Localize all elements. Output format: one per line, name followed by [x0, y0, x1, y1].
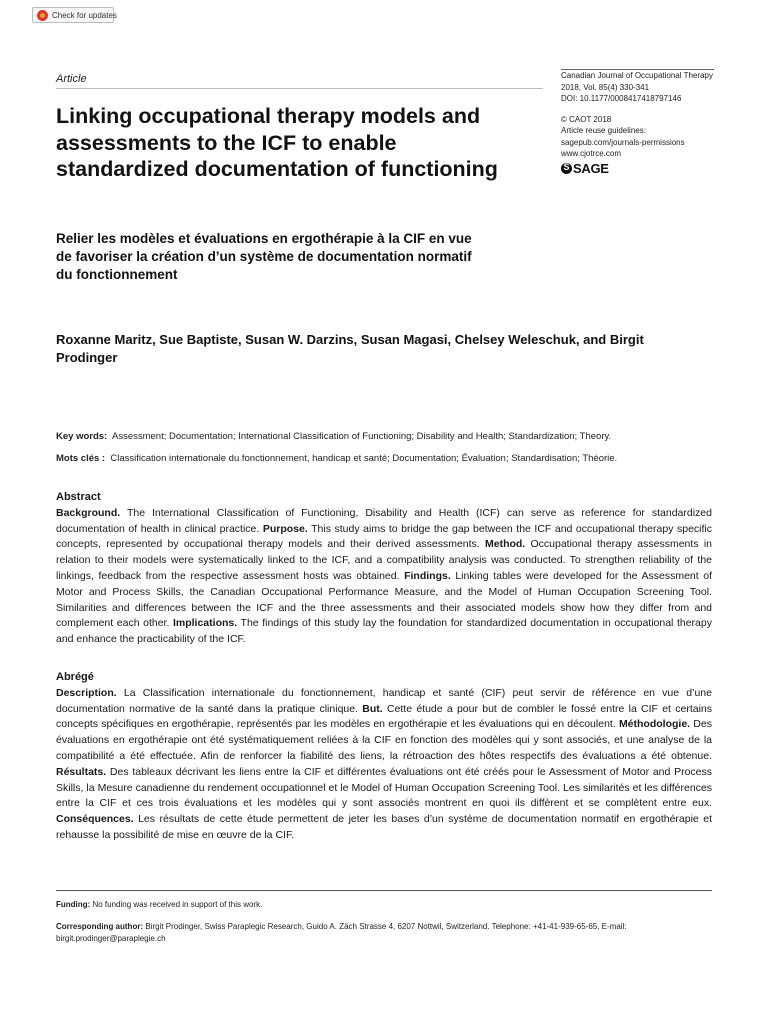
- resultats-label: Résultats.: [56, 765, 107, 778]
- but-label: But.: [362, 702, 383, 715]
- sage-logo-text: SAGE: [573, 160, 609, 176]
- abrege-heading: Abrégé: [56, 671, 94, 683]
- journal-doi[interactable]: DOI: 10.1177/0008417418797146: [561, 94, 682, 103]
- keywords-label: Key words:: [56, 431, 108, 442]
- journal-info: [561, 70, 761, 174]
- footnotes-section: [56, 899, 712, 955]
- method-label: Method.: [484, 538, 526, 551]
- footnote-divider: [56, 890, 712, 891]
- background-label: Background.: [56, 506, 121, 519]
- reuse-guidelines-label: Article reuse guidelines:: [561, 126, 646, 135]
- abstract-heading: Abstract: [56, 491, 101, 503]
- corresponding-text: Birgit Prodinger, Swiss Paraplegic Research, Guido A. Zäch Strasse 4, 6207 Nottwil, Switzerland. Telephone: +41-41-939-65-65. E-mail: birgit.prodinger@paraplegie.ch: [56, 922, 627, 943]
- but-text: Cette étude a pour but de combler le fossé entre la CIF et certains concepts spécifiques en ergothérapie, représentés par les modèles en ergothérapie et les évaluations qui en découlent.: [56, 702, 712, 731]
- article-french-title: Relier les modèles et évaluations en ergothérapie à la CIF en vue de favoriser la création d’un système de documentation normatif du fonctionnement: [56, 231, 472, 282]
- implications-text: The findings of this study lay the foundation for standardized documentation in occupational therapy and enhance the practicability of the ICF.: [56, 617, 712, 646]
- implications-label: Implications.: [172, 617, 238, 630]
- funding-note: [56, 899, 712, 911]
- check-for-updates-label: Check for updates: [52, 10, 117, 20]
- keywords-section: [56, 430, 716, 474]
- background-text: The International Classification of Functioning, Disability and Health (ICF) can serve as reference for standardized documentation of health in clinical practice.: [56, 506, 712, 535]
- journal-name: Canadian Journal of Occupational Therapy: [561, 71, 713, 80]
- abstract-body: [56, 506, 712, 648]
- description-text: La Classification internationale du fonctionnement, handicap et santé (CIF) peut servir de référence en vue d’une documentation normative de la santé dans la pratique clinique.: [56, 686, 712, 715]
- methodologie-label: Méthodologie.: [618, 718, 691, 731]
- findings-text: Linking tables were developed for the Assessment of Motor and Process Skills, the Canadian Occupational Performance Measure, and the Model of Human Occupation Screening Tool. Similarities and differences between the ICF and the three assessments and their associated models show how they differ from and complement each other.: [56, 569, 713, 630]
- resultats-text: Des tableaux décrivant les liens entre la CIF et différentes évaluations ont été créés pour le Assessment of Motor and Process Skills, la Mesure canadienne du rendement occupationnel et le Model of Human Occupation Screening Tool. Les similarités et les différences entre la CIF et ces trois évaluations et les modèles qui y sont associés montrent en quoi ils diffèrent et se complètent entre eux.: [56, 765, 712, 810]
- abrege-section: [56, 670, 712, 844]
- funding-label: Funding:: [56, 900, 91, 909]
- article-title: Linking occupational therapy models and assessments to the ICF to enable standardized documentation of functioning: [56, 104, 498, 181]
- keywords-english: [56, 430, 716, 443]
- description-label: Description.: [56, 686, 117, 699]
- header-divider: [56, 88, 543, 89]
- sage-logo: [561, 160, 761, 176]
- purpose-label: Purpose.: [262, 522, 308, 535]
- funding-text: No funding was received in support of this work.: [92, 900, 263, 909]
- reuse-guidelines-link[interactable]: sagepub.com/journals-permissions: [561, 137, 685, 147]
- corresponding-author-note: [56, 921, 712, 945]
- findings-label: Findings.: [404, 569, 451, 582]
- abstract-section: [56, 490, 712, 648]
- check-for-updates-button[interactable]: [32, 7, 117, 23]
- article-type-label: Article: [56, 73, 87, 85]
- keywords-text: Assessment; Documentation; International Classification of Functioning; Disability and Health; Standardization; Theory.: [111, 431, 612, 442]
- consequences-text: Les résultats de cette étude permettent de jeter les bases d’un système de documentation normatif en ergothérapie et rehausse la possibilité de mise en œuvre de la CIF.: [56, 813, 713, 841]
- corresponding-label: Corresponding author:: [56, 922, 144, 931]
- mots-cles-text: Classification internationale du fonctionnement, handicap et santé; Documentation; Évaluation; Standardisation; Théorie.: [110, 453, 618, 464]
- journal-copyright: © CAOT 2018: [561, 114, 612, 124]
- methodologie-text: Des évaluations en ergothérapie ont été systématiquement reliées à la CIF en fonction des modèles qui y sont associés, et une analyse de la compatibilité a été effectuée. Afin de renforcer la fiabilité des liens, la rétroaction des hôtes respectifs des évaluations a été obtenue.: [56, 718, 712, 762]
- method-text: Occupational therapy assessments in relation to their models were systematically linked to the ICF, and a compatibility analysis was conducted. To strengthen reliability of the linkings, feedback from the respective assessment hosts was obtained.: [56, 538, 712, 582]
- purpose-text: This study aims to bridge the gap between the ICF and occupational therapy specific concepts, represented by occupational therapy models and their derived assessments.: [56, 522, 713, 551]
- mots-cles-label: Mots clés :: [56, 453, 106, 464]
- author-list: Roxanne Maritz, Sue Baptiste, Susan W. Darzins, Susan Magasi, Chelsey Weleschuk, and Birgit Prodinger: [56, 332, 644, 365]
- journal-website-link[interactable]: www.cjotrce.com: [561, 149, 622, 158]
- keywords-french: [56, 452, 716, 465]
- abrege-body: [56, 686, 712, 844]
- consequences-label: Conséquences.: [56, 813, 134, 826]
- journal-volume: 2018, Vol. 85(4) 330-341: [561, 82, 650, 92]
- check-updates-icon: [37, 10, 48, 21]
- sage-logo-icon: [561, 163, 572, 174]
